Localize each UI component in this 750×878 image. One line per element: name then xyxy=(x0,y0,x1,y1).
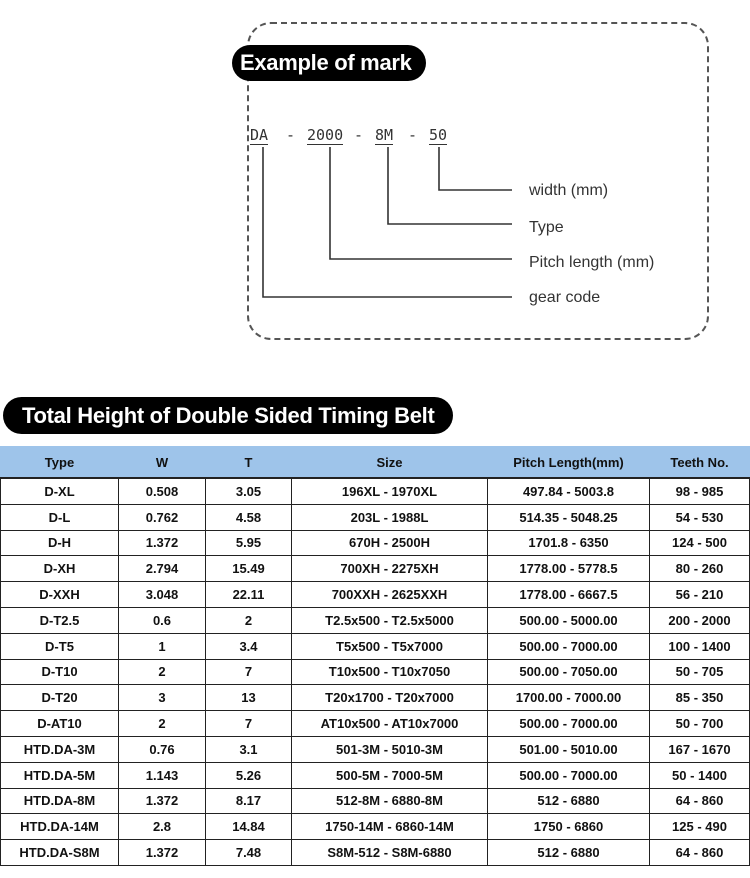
cell-pitch-length: 500.00 - 5000.00 xyxy=(488,607,650,633)
cell-size: 700XH - 2275XH xyxy=(292,556,488,582)
leader-type xyxy=(388,147,512,224)
cell-type: D-T10 xyxy=(1,659,119,685)
cell-size: 196XL - 1970XL xyxy=(292,478,488,504)
table-row xyxy=(1,685,750,711)
cell-w: 0.76 xyxy=(119,736,206,762)
cell-teeth-no: 50 - 700 xyxy=(650,711,750,737)
cell-pitch-length: 512 - 6880 xyxy=(488,840,650,866)
cell-w: 1.372 xyxy=(119,530,206,556)
cell-size: 501-3M - 5010-3M xyxy=(292,736,488,762)
cell-w: 3 xyxy=(119,685,206,711)
code-separator: - xyxy=(408,126,418,144)
belt-spec-table xyxy=(0,446,750,866)
leader-width xyxy=(439,147,512,190)
cell-type: HTD.DA-14M xyxy=(1,814,119,840)
cell-teeth-no: 50 - 1400 xyxy=(650,762,750,788)
cell-w: 2.8 xyxy=(119,814,206,840)
cell-w: 1.143 xyxy=(119,762,206,788)
cell-pitch-length: 1701.8 - 6350 xyxy=(488,530,650,556)
cell-type: D-XXH xyxy=(1,582,119,608)
cell-teeth-no: 85 - 350 xyxy=(650,685,750,711)
cell-type: D-H xyxy=(1,530,119,556)
header-size: Size xyxy=(292,447,488,479)
cell-w: 2 xyxy=(119,659,206,685)
code-separator: - xyxy=(354,126,364,144)
cell-pitch-length: 1700.00 - 7000.00 xyxy=(488,685,650,711)
cell-w: 1.372 xyxy=(119,788,206,814)
code-separator: - xyxy=(286,126,296,144)
label-gear-code: gear code xyxy=(529,289,601,306)
cell-pitch-length: 497.84 - 5003.8 xyxy=(488,478,650,504)
table-title: Total Height of Double Sided Timing Belt xyxy=(3,397,453,434)
table-row xyxy=(1,582,750,608)
cell-type: HTD.DA-5M xyxy=(1,762,119,788)
cell-pitch-length: 500.00 - 7000.00 xyxy=(488,711,650,737)
cell-size: AT10x500 - AT10x7000 xyxy=(292,711,488,737)
code-width: 50 xyxy=(429,126,448,144)
cell-teeth-no: 98 - 985 xyxy=(650,478,750,504)
cell-t: 8.17 xyxy=(206,788,292,814)
mark-example-badge: Example of mark xyxy=(232,45,426,81)
cell-type: D-T2.5 xyxy=(1,607,119,633)
cell-type: D-T5 xyxy=(1,633,119,659)
cell-t: 3.1 xyxy=(206,736,292,762)
table-row xyxy=(1,556,750,582)
cell-size: T10x500 - T10x7050 xyxy=(292,659,488,685)
cell-pitch-length: 1750 - 6860 xyxy=(488,814,650,840)
cell-teeth-no: 64 - 860 xyxy=(650,788,750,814)
cell-type: D-AT10 xyxy=(1,711,119,737)
cell-t: 22.11 xyxy=(206,582,292,608)
label-pitch-length: Pitch length (mm) xyxy=(529,254,655,271)
cell-teeth-no: 200 - 2000 xyxy=(650,607,750,633)
header-teeth-no: Teeth No. xyxy=(650,447,750,479)
cell-w: 0.762 xyxy=(119,504,206,530)
table-row xyxy=(1,530,750,556)
cell-w: 1 xyxy=(119,633,206,659)
cell-size: T5x500 - T5x7000 xyxy=(292,633,488,659)
cell-teeth-no: 50 - 705 xyxy=(650,659,750,685)
leader-pitch-length xyxy=(330,147,512,259)
table-row xyxy=(1,736,750,762)
cell-t: 7 xyxy=(206,659,292,685)
cell-size: 700XXH - 2625XXH xyxy=(292,582,488,608)
cell-teeth-no: 167 - 1670 xyxy=(650,736,750,762)
cell-w: 2.794 xyxy=(119,556,206,582)
label-type: Type xyxy=(529,219,564,236)
cell-pitch-length: 1778.00 - 6667.5 xyxy=(488,582,650,608)
label-width: width (mm) xyxy=(529,182,609,199)
cell-size: 203L - 1988L xyxy=(292,504,488,530)
cell-type: D-L xyxy=(1,504,119,530)
table-row xyxy=(1,633,750,659)
cell-w: 3.048 xyxy=(119,582,206,608)
header-t: T xyxy=(206,447,292,479)
header-w: W xyxy=(119,447,206,479)
cell-w: 0.6 xyxy=(119,607,206,633)
cell-w: 2 xyxy=(119,711,206,737)
cell-t: 13 xyxy=(206,685,292,711)
cell-pitch-length: 1778.00 - 5778.5 xyxy=(488,556,650,582)
table-row xyxy=(1,762,750,788)
cell-t: 7 xyxy=(206,711,292,737)
cell-type: HTD.DA-S8M xyxy=(1,840,119,866)
table-row xyxy=(1,504,750,530)
table-row xyxy=(1,814,750,840)
cell-pitch-length: 501.00 - 5010.00 xyxy=(488,736,650,762)
code-type: 8M xyxy=(375,126,394,144)
cell-t: 15.49 xyxy=(206,556,292,582)
cell-teeth-no: 80 - 260 xyxy=(650,556,750,582)
cell-t: 5.26 xyxy=(206,762,292,788)
cell-type: D-T20 xyxy=(1,685,119,711)
cell-type: D-XH xyxy=(1,556,119,582)
code-pitch-length: 2000 xyxy=(307,126,344,144)
table-row xyxy=(1,840,750,866)
cell-size: 670H - 2500H xyxy=(292,530,488,556)
table-row xyxy=(1,478,750,504)
cell-size: T20x1700 - T20x7000 xyxy=(292,685,488,711)
table-row xyxy=(1,659,750,685)
table-row xyxy=(1,607,750,633)
header-type: Type xyxy=(1,447,119,479)
cell-pitch-length: 512 - 6880 xyxy=(488,788,650,814)
cell-pitch-length: 500.00 - 7000.00 xyxy=(488,633,650,659)
cell-t: 3.05 xyxy=(206,478,292,504)
table-row xyxy=(1,711,750,737)
cell-t: 7.48 xyxy=(206,840,292,866)
cell-size: S8M-512 - S8M-6880 xyxy=(292,840,488,866)
cell-t: 4.58 xyxy=(206,504,292,530)
cell-teeth-no: 100 - 1400 xyxy=(650,633,750,659)
cell-size: 500-5M - 7000-5M xyxy=(292,762,488,788)
cell-w: 0.508 xyxy=(119,478,206,504)
cell-teeth-no: 54 - 530 xyxy=(650,504,750,530)
cell-teeth-no: 64 - 860 xyxy=(650,840,750,866)
table-row xyxy=(1,788,750,814)
code-gear-code: DA xyxy=(250,126,269,144)
cell-t: 5.95 xyxy=(206,530,292,556)
table-header-row xyxy=(1,447,750,479)
cell-teeth-no: 125 - 490 xyxy=(650,814,750,840)
cell-size: 1750-14M - 6860-14M xyxy=(292,814,488,840)
cell-w: 1.372 xyxy=(119,840,206,866)
cell-pitch-length: 500.00 - 7000.00 xyxy=(488,762,650,788)
cell-type: D-XL xyxy=(1,478,119,504)
cell-t: 2 xyxy=(206,607,292,633)
header-pitch-length: Pitch Length(mm) xyxy=(488,447,650,479)
cell-size: T2.5x500 - T2.5x5000 xyxy=(292,607,488,633)
cell-t: 3.4 xyxy=(206,633,292,659)
cell-teeth-no: 124 - 500 xyxy=(650,530,750,556)
cell-t: 14.84 xyxy=(206,814,292,840)
cell-type: HTD.DA-8M xyxy=(1,788,119,814)
cell-pitch-length: 514.35 - 5048.25 xyxy=(488,504,650,530)
cell-type: HTD.DA-3M xyxy=(1,736,119,762)
cell-teeth-no: 56 - 210 xyxy=(650,582,750,608)
cell-size: 512-8M - 6880-8M xyxy=(292,788,488,814)
cell-pitch-length: 500.00 - 7050.00 xyxy=(488,659,650,685)
